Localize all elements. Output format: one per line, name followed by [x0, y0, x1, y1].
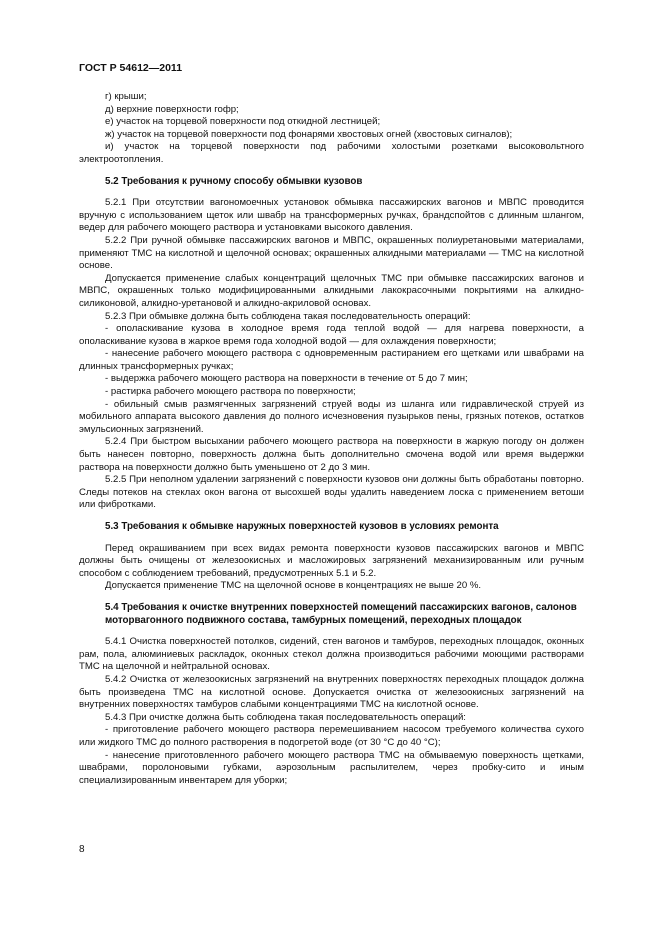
paragraph: Допускается применение ТМС на щелочной основе в концентрациях не выше 20 %. [105, 580, 482, 592]
intro-list [79, 91, 584, 167]
list-item: ж) участок на торцевой поверхности под фонарями хвостовых огней (хвостовых сигналов); [105, 128, 513, 140]
section-5-3-title: 5.3 Требования к обмывке наружных поверхностей кузовов в условиях ремонта [105, 521, 499, 532]
list-item: - растирка рабочего моющего раствора по поверхности; [105, 386, 356, 398]
list-item: г) крыши; [105, 91, 147, 102]
paragraph: 5.2.5 При неполном удалении загрязнений с поверхности кузовов они должны быть обработаны повторно. Следы потеков на стеклах окон вагона от высохшей воды удалить наведением лоска с применением ветоши или фибротками. [79, 474, 584, 511]
list-item: - ополаскивание кузова в холодное время года теплой водой — для нагрева поверхности, а ополаскивание кузова в жаркое время года холодной водой — для охлаждения поверхности; [79, 323, 584, 347]
list-item: д) верхние поверхности гофр; [105, 103, 239, 115]
paragraph: 5.4.1 Очистка поверхностей потолков, сидений, стен вагонов и тамбуров, переходных площадок, оконных рам, пола, алюминиевых раскладок, оконных стекол должна производиться рабочими моющими растворами ТМС на щелочной и нейтральной основах. [79, 636, 584, 673]
paragraph: 5.2.2 При ручной обмывке пассажирских вагонов и МВПС, окрашенных полиуретановыми материалами, применяют ТМС на кислотной и щелочной основах; окрашенных алкидными материалами — ТМС на кислотной основе. [79, 234, 584, 272]
paragraph: 5.2.3 При обмывке должна быть соблюдена такая последовательность операций: [105, 310, 471, 322]
page-number: 8 [79, 844, 85, 855]
section-5-4-body [79, 636, 584, 787]
section-5-2-title: 5.2 Требования к ручному способу обмывки кузовов [105, 175, 363, 187]
document-header: ГОСТ Р 54612—2011 [79, 62, 183, 74]
list-item: - приготовление рабочего моющего раствора перемешиванием насосом требуемого количества сухого или жидкого ТМС до полного растворения в подогретой воде (от 30 °С до 40 °С); [79, 724, 584, 748]
list-item: - выдержка рабочего моющего раствора на поверхности в течение от 5 до 7 мин; [105, 373, 468, 385]
paragraph: 5.4.2 Очистка от железоокисных загрязнений на внутренних поверхностях переходных площадок должна быть произведена ТМС на кислотной основе. Допускается очистка от железоокисных загрязнений на внутренних поверхностях тамбуров слабыми концентрациями ТМС на кислотной основе. [79, 673, 584, 711]
paragraph: Перед окрашиванием при всех видах ремонта поверхности кузовов пассажирских вагонов и МВПС должны быть очищены от железоокисных и масложировых загрязнений механизированным или ручным способом с соблюдением требований, предусмотренных 5.1 и 5.2. [79, 542, 584, 579]
section-5-3-body [79, 543, 584, 593]
section-5-2-body [79, 197, 584, 512]
list-item: - нанесение приготовленного рабочего моющего раствора ТМС на обмываемую поверхность щетками, швабрами, поролоновыми губками, аэрозольным распылителем, через пробку-сито и иным специализированным инвентарем для уборки; [79, 749, 584, 786]
paragraph: 5.2.4 При быстром высыхании рабочего моющего раствора на поверхности в жаркую погоду он должен быть нанесен повторно, поверхность должна быть дополнительно смочена водой или время выдержки раствора на поверхности должно быть уменьшено от 2 до 3 мин. [79, 436, 584, 473]
list-item: - обильный смыв размягченных загрязнений струей воды из шланга или гидравлической струей из мобильного аппарата высокого давления до полного исчезновения пузырьков пены, грязных потеков, остатков эмульсионных загрязнений. [79, 398, 584, 435]
list-item: - нанесение рабочего моющего раствора с одновременным растиранием его щетками или швабрами на длинных трансформерных ручках; [79, 348, 584, 372]
list-item: е) участок на торцевой поверхности под откидной лестницей; [105, 116, 381, 128]
paragraph: Допускается применение слабых концентраций щелочных ТМС при обмывке пассажирских вагонов и МВПС, окрашенных только модифицированными алкидными лакокрасочными покрытиями на алкидно-силиконовой, алкидно-уретановой и алкидно-акриловой основах. [79, 272, 584, 309]
page-content [79, 91, 584, 787]
paragraph: 5.4.3 При очистке должна быть соблюдена такая последовательность операций: [105, 711, 466, 723]
list-item: и) участок на торцевой поверхности под рабочими холостыми розетками высоковольтного электроотопления. [79, 141, 584, 165]
paragraph: 5.2.1 При отсутствии вагономоечных установок обмывка пассажирских вагонов и МВПС проводится вручную с использованием щеток или швабр на трансформерных ручках, брандспойтов с длинным шлангом, ведер для рабочего моющего раствора и установками высокого давления. [79, 197, 584, 234]
section-5-4-title: 5.4 Требования к очистке внутренних поверхностей помещений пассажирских вагонов, салонов моторвагонного подвижного состава, тамбурных помещений, переходных площадок [105, 601, 577, 626]
